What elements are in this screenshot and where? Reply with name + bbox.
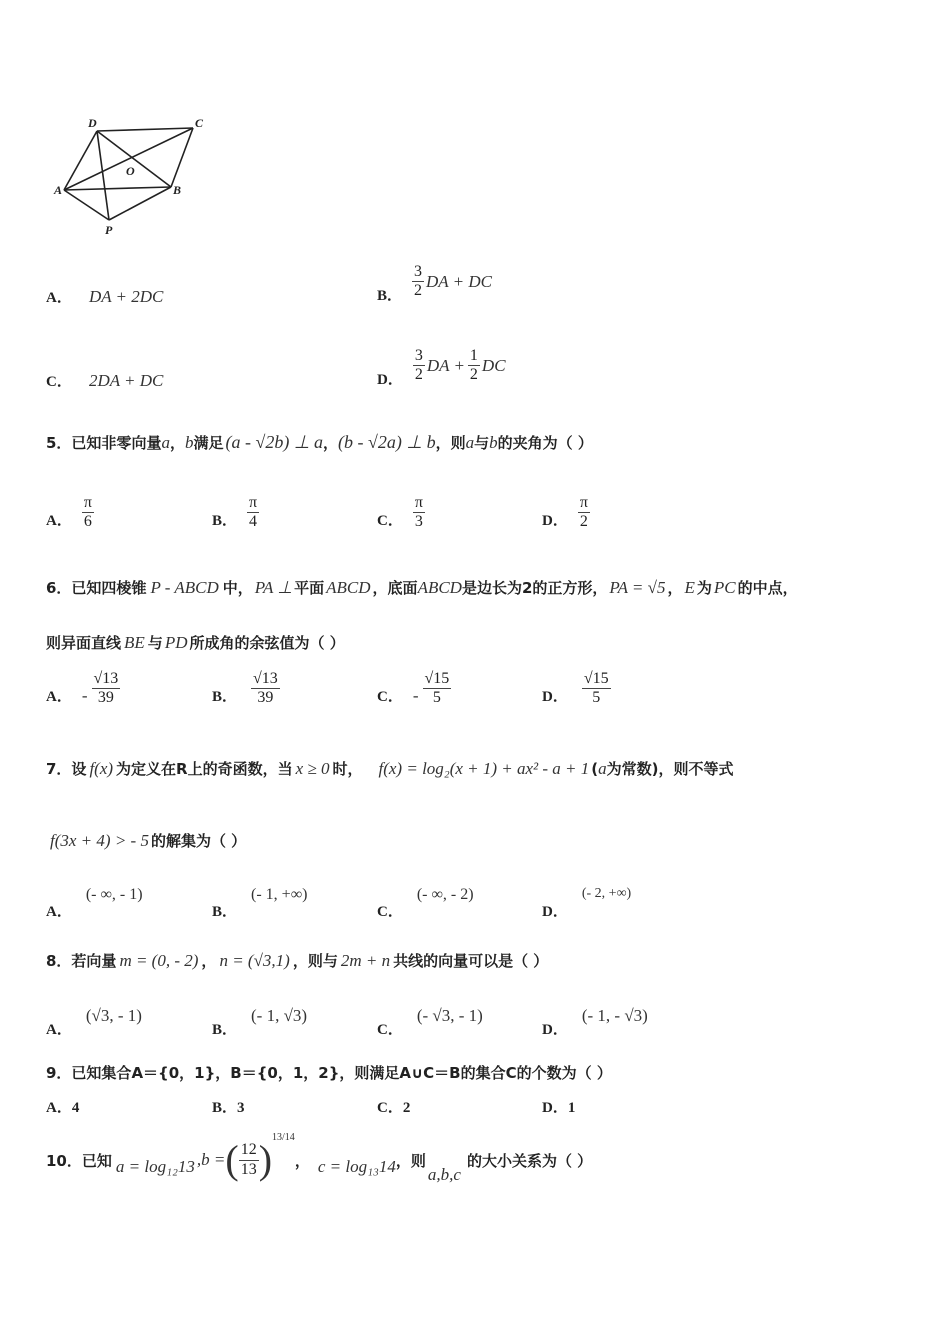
q5-text: 与: [474, 434, 490, 452]
q10-math: a,b,c: [427, 1165, 461, 1184]
q10-math: a = log₁₂13: [115, 1157, 195, 1176]
label-B: B: [173, 183, 182, 197]
q5-text: 满足: [193, 434, 224, 452]
fraction: [239, 1141, 259, 1179]
q6-option-c[interactable]: [377, 670, 451, 708]
q5-option-b[interactable]: [212, 494, 259, 532]
numerator: π: [247, 494, 259, 513]
q6-math: P - ABCD: [150, 577, 219, 597]
option-label: A．: [46, 904, 72, 920]
fraction: [413, 494, 425, 532]
q7-option-c[interactable]: [377, 886, 474, 921]
q6-math: PA ⊥: [254, 577, 293, 597]
q8-option-c[interactable]: [377, 1006, 483, 1039]
numerator: 3: [412, 263, 424, 282]
q6-stem-line1: [46, 577, 798, 598]
q6-option-b[interactable]: [212, 670, 280, 708]
q7-math: f(x) = log₂(x + 1) + ax² - a + 1: [378, 758, 590, 778]
option-label: A．: [46, 1022, 72, 1038]
q7-text: 时，: [332, 760, 363, 778]
option-expr: DA + DC: [426, 271, 492, 291]
numerator: π: [413, 494, 425, 513]
q8-stem: [46, 950, 548, 971]
q6-math: ABCD: [326, 577, 371, 597]
q8-math: n = (√3,1): [219, 950, 290, 970]
option-label: A．: [46, 689, 72, 706]
option-label: B．: [212, 1100, 238, 1116]
label-D: D: [88, 116, 97, 130]
q7-math: f(x): [89, 758, 114, 778]
option-expr: DA + 2DC: [88, 287, 164, 306]
q6-math: BE: [124, 632, 145, 652]
q4-option-a[interactable]: [46, 286, 163, 307]
q10-text: ，: [294, 1151, 310, 1170]
q5-option-c[interactable]: [377, 494, 425, 532]
numerator: 1: [468, 347, 480, 366]
q10-math: ,b =: [196, 1150, 226, 1169]
fraction: [413, 347, 425, 385]
fraction: [423, 670, 452, 708]
q7-math: x ≥ 0: [295, 758, 330, 778]
numerator: √15: [582, 670, 611, 689]
q6-math: PC: [713, 577, 736, 597]
fraction: [92, 670, 121, 708]
option-expr: (- ∞, - 2): [416, 886, 474, 903]
option-label: D．: [542, 904, 568, 920]
q10-math: c = log₁₃14: [317, 1157, 396, 1176]
condition-1: (a - √2b) ⊥ a: [225, 432, 324, 452]
denominator: 4: [249, 513, 258, 531]
q6-text: ，: [667, 579, 683, 597]
vec-a: a: [465, 432, 475, 452]
q6-text: 6．已知四棱锥: [46, 579, 147, 597]
denominator: 2: [469, 366, 478, 383]
q8-option-b[interactable]: [212, 1006, 307, 1039]
q6-option-a[interactable]: [46, 670, 120, 708]
vec-b: b: [489, 432, 498, 452]
exponent: 13/14: [272, 1132, 295, 1143]
denominator: 5: [592, 689, 601, 707]
q7-text: 为常数)，则不等式: [606, 760, 734, 778]
fraction: [412, 263, 424, 301]
option-expr: (- 1, +∞): [251, 886, 308, 903]
q8-text: ，则与: [292, 952, 338, 970]
option-value: 4: [71, 1100, 80, 1116]
q6-option-d[interactable]: [542, 670, 611, 708]
fraction: [251, 670, 280, 708]
numerator: π: [82, 494, 94, 513]
condition-2: (b - √2a) ⊥ b: [338, 432, 436, 452]
numerator: 12: [239, 1141, 259, 1160]
option-label: B．: [212, 1022, 238, 1038]
q7-option-a[interactable]: [46, 886, 143, 921]
q9-option-b[interactable]: [212, 1096, 245, 1117]
q7-stem-line2: [50, 830, 246, 851]
q8-text: 共线的向量可以是（ ）: [393, 952, 549, 970]
option-label: A．: [46, 1100, 72, 1116]
vec-b: b: [184, 432, 194, 452]
q9-option-a[interactable]: [46, 1096, 79, 1117]
option-expr: DA +: [426, 355, 465, 375]
q8-option-d[interactable]: [542, 1006, 648, 1039]
numerator: √15: [423, 670, 452, 689]
q5-option-a[interactable]: [46, 494, 94, 532]
fraction: [582, 670, 611, 708]
q6-math: PD: [164, 632, 188, 652]
numerator: √13: [251, 670, 280, 689]
option-label: C．: [46, 374, 72, 390]
q5-stem: [46, 432, 593, 453]
label-A: A: [54, 183, 63, 197]
q8-text: 8．若向量: [46, 952, 117, 970]
option-label: D．: [542, 513, 568, 530]
denominator: 13: [240, 1160, 257, 1178]
denominator: 5: [432, 689, 441, 707]
q7-text: 7．设: [46, 760, 87, 778]
q6-text: 则异面直线: [46, 634, 122, 652]
denominator: 39: [97, 689, 114, 707]
q6-text: 平面: [294, 579, 325, 597]
q4-option-d[interactable]: [377, 342, 506, 389]
option-label: B．: [377, 288, 403, 304]
q10-text: ，则: [395, 1151, 426, 1170]
q7-text: 为定义在R上的奇函数，当: [116, 760, 293, 778]
q8-option-a[interactable]: [46, 1006, 142, 1039]
q6-text: ，底面: [372, 579, 418, 597]
q4-option-c[interactable]: [46, 370, 163, 391]
q6-text: 与: [147, 634, 163, 652]
option-label: C．: [377, 1100, 403, 1116]
q6-math: PA = √5: [609, 577, 666, 597]
q5-text: ，则: [435, 434, 466, 452]
denominator: 6: [83, 513, 92, 531]
numerator: π: [578, 494, 590, 513]
q7-math: f(3x + 4) > - 5: [50, 830, 149, 850]
q6-stem-line2: [46, 632, 345, 653]
option-expr: (- 1, √3): [251, 1006, 308, 1025]
paren-right: ): [258, 1137, 273, 1182]
option-value: 1: [567, 1100, 576, 1116]
q7-text: 的解集为（ ）: [150, 832, 247, 850]
denominator: 3: [414, 513, 423, 531]
q5-sep: ，: [169, 434, 185, 452]
numerator: 3: [413, 347, 425, 366]
option-label: B．: [212, 904, 238, 920]
q10-text: 10．已知: [46, 1151, 112, 1170]
option-expr: 2DA + DC: [88, 371, 164, 390]
q5-text: 5．已知非零向量: [46, 434, 162, 452]
denominator: 39: [257, 689, 274, 707]
q10-stem: [46, 1130, 592, 1190]
option-value: 2: [402, 1100, 411, 1116]
option-label: D．: [542, 689, 568, 706]
option-label: C．: [377, 513, 403, 530]
option-label: A．: [46, 290, 72, 306]
label-C: C: [195, 116, 204, 130]
q7-math: a: [598, 758, 607, 778]
q7-option-d[interactable]: [542, 886, 631, 921]
q7-option-b[interactable]: [212, 886, 307, 921]
option-label: D．: [542, 1022, 568, 1038]
q9-stem: 9．已知集合A＝{0，1}，B＝{0，1，2}，则满足A∪C＝B的集合C的个数为（ ）: [46, 1064, 612, 1082]
q6-text: 为: [696, 579, 712, 597]
q7-stem-line1: [46, 758, 734, 779]
option-expr: (- 1, - √3): [581, 1006, 648, 1025]
option-expr: (- ∞, - 1): [85, 886, 143, 903]
option-label: D．: [542, 1100, 568, 1116]
option-label: B．: [212, 513, 238, 530]
q10-text: 的大小关系为（ ）: [466, 1151, 593, 1170]
q9-option-d[interactable]: [542, 1096, 575, 1117]
q5-text: 的夹角为（ ）: [497, 434, 593, 452]
q6-text: 中，: [222, 579, 253, 597]
q6-text: 所成角的余弦值为（ ）: [189, 634, 345, 652]
fraction: [247, 494, 259, 532]
option-expr: (- √3, - 1): [416, 1006, 483, 1025]
numerator: √13: [92, 670, 121, 689]
sign: -: [81, 685, 88, 705]
denominator: 2: [414, 366, 423, 383]
vec-a: a: [161, 432, 170, 452]
label-O: O: [126, 164, 135, 178]
q9-option-c[interactable]: [377, 1096, 410, 1117]
option-expr: (√3, - 1): [85, 1006, 142, 1025]
option-label: C．: [377, 689, 403, 706]
option-label: C．: [377, 904, 403, 920]
q6-math: E: [684, 577, 695, 597]
q8-math: 2m + n: [340, 950, 391, 970]
q6-math: ABCD: [417, 577, 462, 597]
fraction: [82, 494, 94, 532]
option-label: A．: [46, 513, 72, 530]
option-expr: DC: [481, 355, 506, 375]
q6-text: 是边长为2的正方形，: [461, 579, 608, 597]
q7-text: (: [591, 759, 599, 778]
q8-math: m = (0, - 2): [119, 950, 199, 970]
denominator: 2: [579, 513, 588, 531]
q8-text: ，: [201, 952, 217, 970]
q6-text: 的中点，: [737, 579, 798, 597]
sign: -: [412, 685, 419, 705]
q5-option-d[interactable]: [542, 494, 590, 532]
option-value: 3: [237, 1100, 245, 1116]
denominator: 2: [414, 282, 423, 299]
fraction: [578, 494, 590, 532]
paren-left: (: [225, 1137, 239, 1182]
fraction: [468, 347, 480, 385]
parallelogram-figure: [50, 112, 220, 242]
q4-option-b[interactable]: [377, 258, 492, 305]
option-expr: (- 2, +∞): [581, 886, 632, 901]
option-label: B．: [212, 689, 238, 706]
label-P: P: [105, 223, 113, 237]
q5-sep: ，: [323, 434, 339, 452]
option-label: C．: [377, 1022, 403, 1038]
option-label: D．: [377, 372, 403, 388]
